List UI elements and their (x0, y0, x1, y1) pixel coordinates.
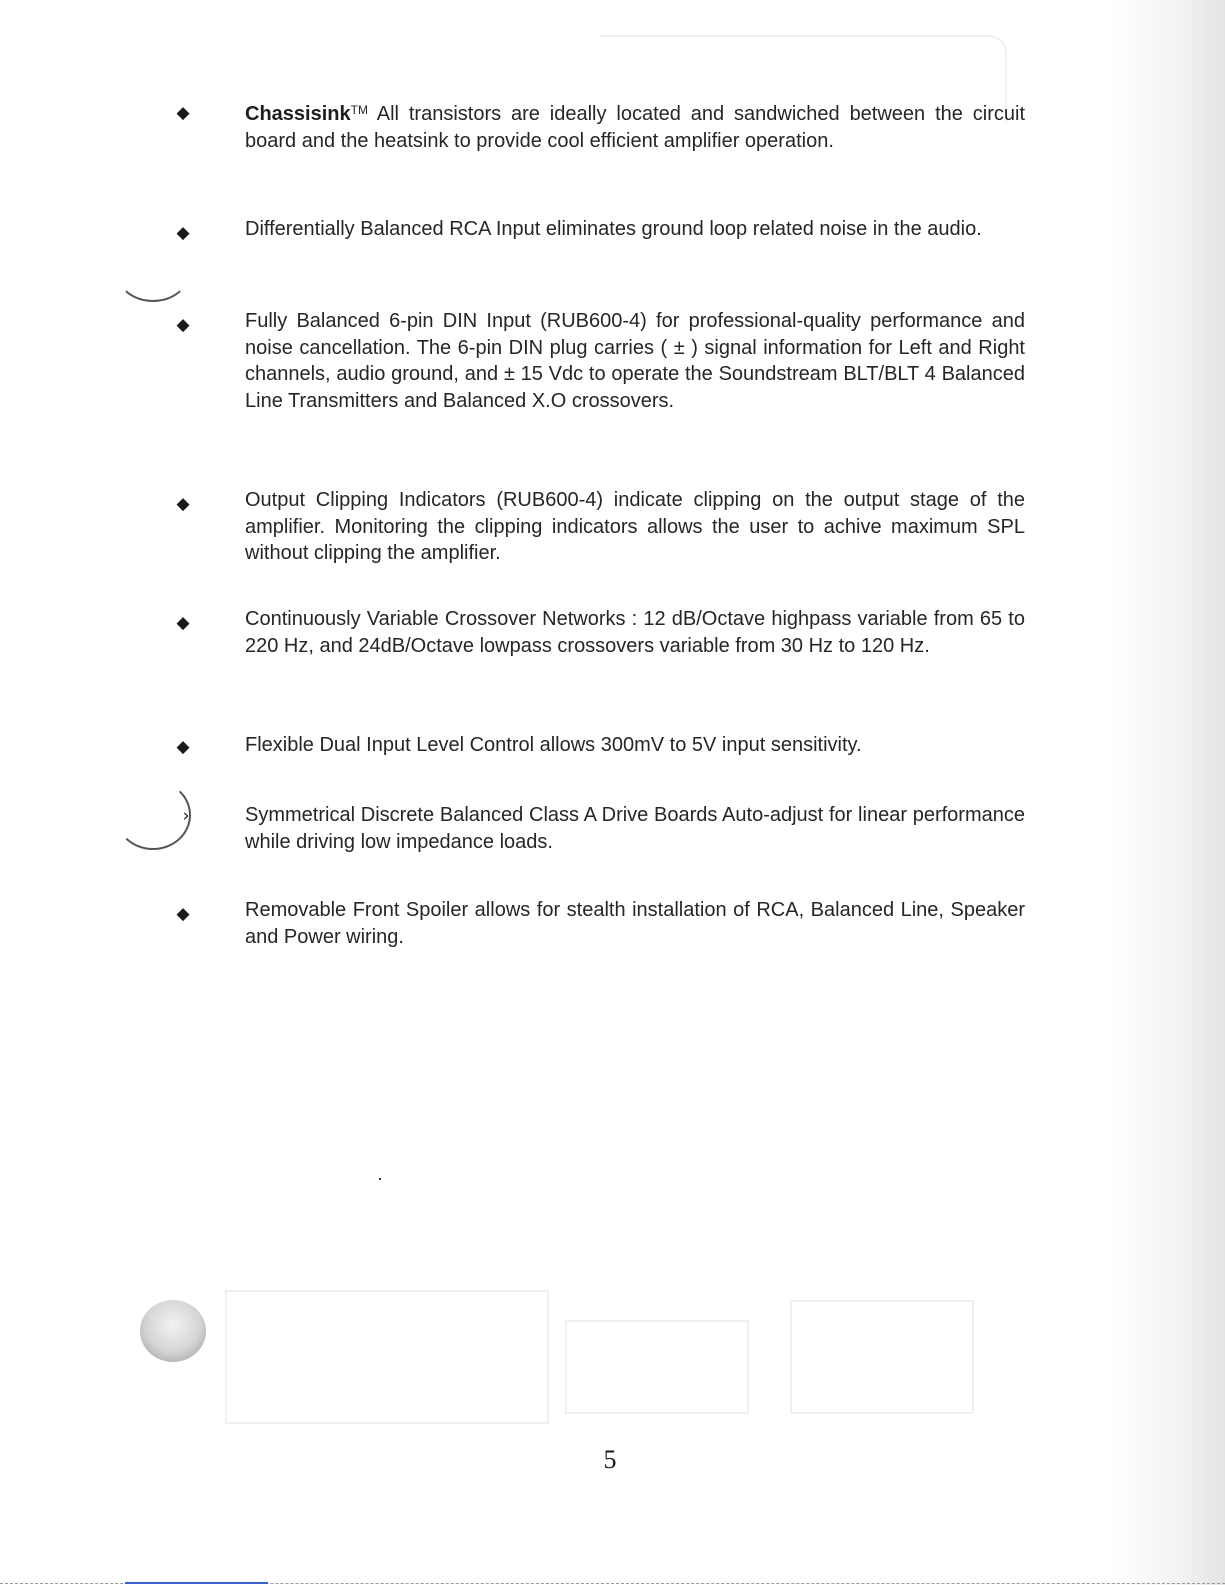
bleed-through-diagram (225, 1290, 549, 1424)
scan-speck (379, 1178, 381, 1180)
page-number: 5 (603, 1445, 617, 1474)
bleed-through-diagram (565, 1320, 749, 1414)
binder-hole (140, 1300, 206, 1362)
binder-hole-mark (115, 238, 191, 302)
diamond-bullet-icon: ◆ (176, 315, 190, 335)
feature-text: Removable Front Spoiler allows for stealth installation of RCA, Balanced Line, Speaker and Power wiring. (245, 899, 1025, 948)
bleed-through-diagram (790, 1300, 974, 1414)
feature-text: Fully Balanced 6-pin DIN Input (RUB600-4) for professional-quality performance and noise cancellation. The 6-pin DIN plug carries ( ± ) signal information for Left and Right channels, audio ground, and ± 15 Vdc to operate the Soundstream BLT/BLT 4 Balanced Line Transmitters and Balanced X.O crossovers. (245, 310, 1025, 412)
trademark-mark: TM (350, 103, 368, 117)
diamond-bullet-icon: ◆ (176, 613, 190, 633)
feature-body: All transistors are ideally located and sandwiched between the circuit board and the heatsink to provide cool efficient amplifier operation. (245, 103, 1025, 152)
diamond-bullet-icon: ◆ (176, 223, 190, 243)
diamond-bullet-icon: ◆ (176, 103, 190, 123)
diamond-bullet-icon: ◆ (176, 737, 190, 757)
feature-text: Continuously Variable Crossover Networks : 12 dB/Octave highpass variable from 65 to 220 Hz, and 24dB/Octave lowpass crossovers variable from 30 Hz to 120 Hz. (245, 608, 1025, 657)
chevron-bullet-icon: › (182, 806, 190, 826)
feature-text: Flexible Dual Input Level Control allows 300mV to 5V input sensitivity. (245, 734, 862, 756)
bottom-link-underline (125, 1582, 268, 1584)
feature-lead: Chassisink (245, 103, 351, 125)
feature-text: Output Clipping Indicators (RUB600-4) indicate clipping on the output stage of the amplifier. Monitoring the clipping indicators allows the user to achive maximum SPL without clipping the amplifier. (245, 489, 1025, 564)
feature-text: Symmetrical Discrete Balanced Class A Drive Boards Auto-adjust for linear performance while driving low impedance loads. (245, 804, 1025, 853)
diamond-bullet-icon: ◆ (176, 904, 190, 924)
diamond-bullet-icon: ◆ (176, 494, 190, 514)
feature-text (245, 97, 1025, 154)
scan-edge-shadow (1110, 0, 1225, 1585)
feature-text: Differentially Balanced RCA Input eliminates ground loop related noise in the audio. (245, 218, 982, 240)
